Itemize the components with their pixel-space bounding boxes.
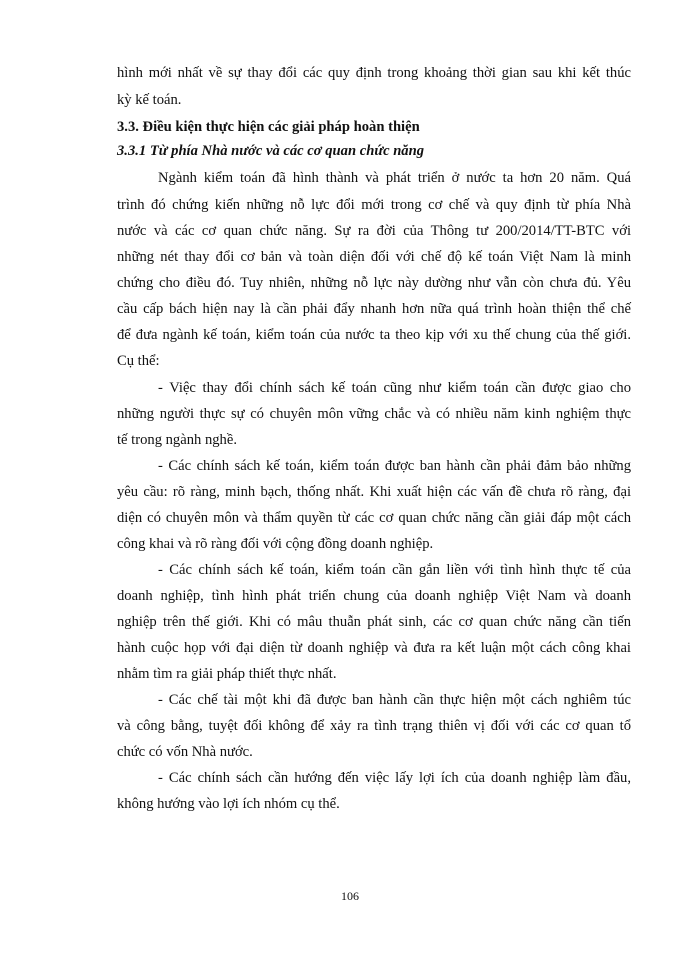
text-line: diện có chuyên môn và thẩm quyền từ các cơ quan chức năng cần giải đáp một cách xyxy=(117,510,631,526)
subsection-heading: 3.3.1 Từ phía Nhà nước và các cơ quan chức năng xyxy=(117,143,425,159)
text-line: Ngành kiểm toán đã hình thành và phát triển ở nước ta hơn 20 năm. Quá xyxy=(158,170,631,186)
bullet-line: - Các chế tài một khi đã được ban hành cần thực hiện một cách nghiêm túc xyxy=(158,692,631,708)
bullet-line: - Các chính sách cần hướng đến việc lấy lợi ích của doanh nghiệp làm đầu, xyxy=(158,770,631,786)
text-line: chức có vốn Nhà nước. xyxy=(117,744,253,760)
bullet-line: - Các chính sách kế toán, kiểm toán được ban hành cần phải đảm bảo những xyxy=(158,458,631,474)
text-line: không hướng vào lợi ích nhóm cụ thể. xyxy=(117,796,340,812)
bullet-line: - Việc thay đổi chính sách kế toán cũng như kiểm toán cần được giao cho xyxy=(158,380,631,396)
text-line: hành cuộc họp với đại diện từ doanh nghiệp và đưa ra kết luận một cách công khai xyxy=(117,640,631,656)
text-line: để đưa ngành kế toán, kiểm toán của nước ta theo kịp với xu thế chung của thế giới. xyxy=(117,327,631,343)
text-line: yêu cầu: rõ ràng, minh bạch, thống nhất. Khi xuất hiện các vấn đề chưa rõ ràng, đại xyxy=(117,484,631,500)
text-line: doanh nghiệp, tình hình phát triển chung của doanh nghiệp Việt Nam và doanh xyxy=(117,588,631,604)
text-line: nhằm tìm ra giải pháp thiết thực nhất. xyxy=(117,666,337,682)
text-line: cầu cấp bách hiện nay là cần phải đẩy nhanh hơn nữa quá trình hoàn thiện thể chế xyxy=(117,301,631,317)
text-line: những người thực sự có chuyên môn vững chắc và có nhiều năm kinh nghiệm thực xyxy=(117,406,631,422)
text-line: nghiệp trên thế giới. Khi có mâu thuẫn phát sinh, các cơ quan chức năng cần tiến xyxy=(117,614,631,630)
section-heading: 3.3. Điều kiện thực hiện các giải pháp hoàn thiện xyxy=(117,119,420,135)
bullet-line: - Các chính sách kế toán, kiểm toán cần gắn liền với tình hình thực tế của xyxy=(158,562,631,578)
text-line: hình mới nhất về sự thay đổi các quy định trong khoảng thời gian sau khi kết thúc xyxy=(117,65,631,81)
text-line: trình đó chứng kiến những nỗ lực đổi mới trong cơ chế và quy định từ phía Nhà xyxy=(117,197,631,213)
page-number: 106 xyxy=(341,889,359,903)
text-line: và công bằng, tuyệt đối không để xảy ra tình trạng thiên vị đối với các cơ quan tổ xyxy=(117,718,631,734)
text-line: chứng cho điều đó. Tuy nhiên, những nỗ lực này dường như vẫn còn chưa đủ. Yêu xyxy=(117,275,631,291)
text-line: nước và các cơ quan chức năng. Sự ra đời của Thông tư 200/2014/TT-BTC với xyxy=(117,223,631,239)
text-line: kỳ kế toán. xyxy=(117,92,182,108)
text-line: tế trong ngành nghề. xyxy=(117,432,237,448)
text-line: những nét thay đổi cơ bản và toàn diện đối với chế độ kế toán Việt Nam là minh xyxy=(117,249,631,265)
text-line: công khai và rõ ràng đối với cộng đồng doanh nghiệp. xyxy=(117,536,434,552)
text-line: Cụ thể: xyxy=(117,353,160,369)
